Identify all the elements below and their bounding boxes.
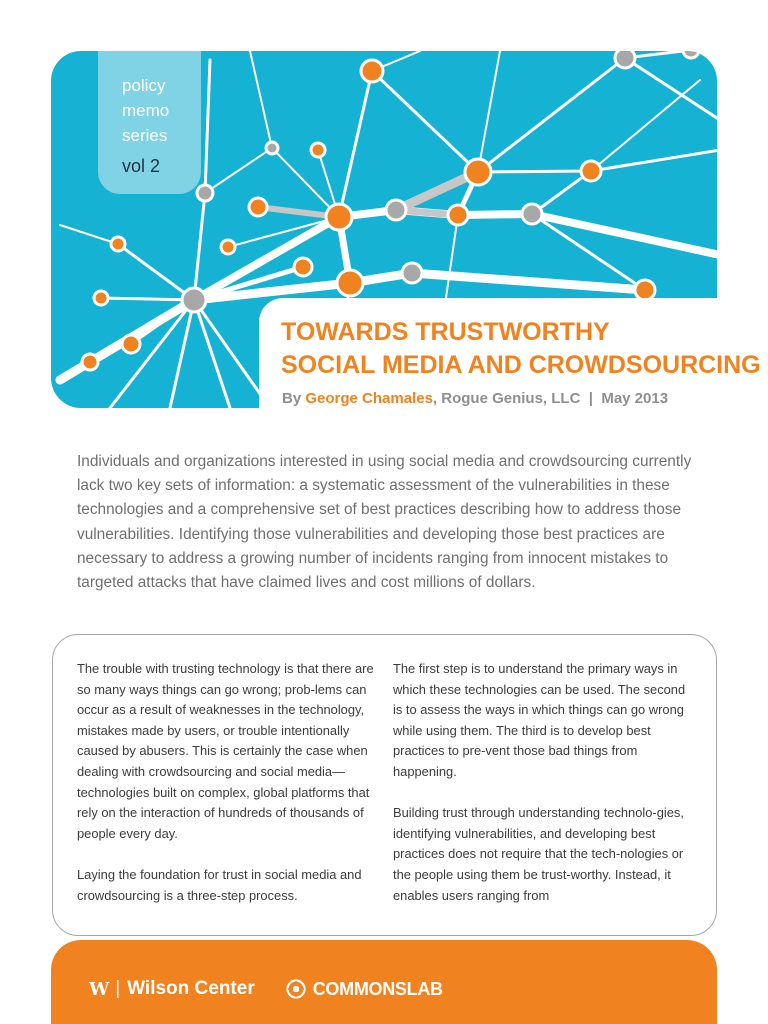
logo-divider: | xyxy=(115,978,121,999)
intro-paragraph: Individuals and organizations interested in using social media and crowdsourcing currently lack two key sets of information: a systematic assessment of the vulnerabilities in these technologies and a comprehensive set of best practices describing how to address those vulnerabilities. Identifying those vulnerabilities and developing those best practices are necessary to address a growing number of incidents ranging from innocent mistakes to targeted attacks that have claimed lives and cost millions of dollars. xyxy=(77,453,692,592)
wilson-center-wordmark: Wilson Center xyxy=(127,978,255,999)
document-title xyxy=(281,316,761,382)
lab-wordmark: LAB xyxy=(406,978,443,999)
series-line-policy: policy xyxy=(122,76,166,95)
byline-prefix: By xyxy=(282,390,302,407)
series-line-memo: memo xyxy=(122,101,170,120)
author-org: , Rogue Genius, LLC xyxy=(432,390,581,407)
body-paragraph: The trouble with trusting technology is that there are so many ways things can go wrong; prob-lems can occur as a result of weaknesses in the technology, mistakes made by users, or trouble intentionally caused by abusers. This is certainly the case when dealing with crowdsourcing and social media—technologies built on complex, global platforms that rely on the interaction of hundreds of thousands of people every day. xyxy=(77,661,374,841)
commons-wordmark: COMMONS xyxy=(312,978,407,999)
body-column-right xyxy=(393,659,693,927)
body-paragraph: Laying the foundation for trust in social media and crowdsourcing is a three-step process. xyxy=(77,866,362,903)
byline-separator: | xyxy=(588,390,593,407)
wilson-w-logo: W xyxy=(89,978,110,1000)
commons-lab-logo xyxy=(285,978,443,1000)
body-paragraph: Building trust through understanding technolo-gies, identifying vulnerabilities, and developing best practices does not require that the tech-nologies or the people using them be trust-worthy. Instead, it enables users ranging from xyxy=(393,805,684,903)
author-name: George Chamales xyxy=(305,390,433,407)
footer-logos xyxy=(89,977,443,1001)
title-line-1: TOWARDS TRUSTWORTHY xyxy=(281,318,610,346)
body-paragraph: The first step is to understand the primary ways in which these technologies can be used. The second is to assess the ways in which things can go wrong while using them. The third is to develop best practices to pre-vent those bad things from happening. xyxy=(393,661,686,779)
title-line-2: SOCIAL MEDIA AND CROWDSOURCING xyxy=(281,351,761,379)
volume-label: vol 2 xyxy=(122,156,161,176)
body-column-left xyxy=(77,659,377,927)
series-line-series: series xyxy=(122,126,168,145)
publication-date: May 2013 xyxy=(601,390,669,407)
commons-lab-icon xyxy=(285,978,307,1000)
series-tab xyxy=(98,51,201,194)
byline xyxy=(282,390,668,407)
